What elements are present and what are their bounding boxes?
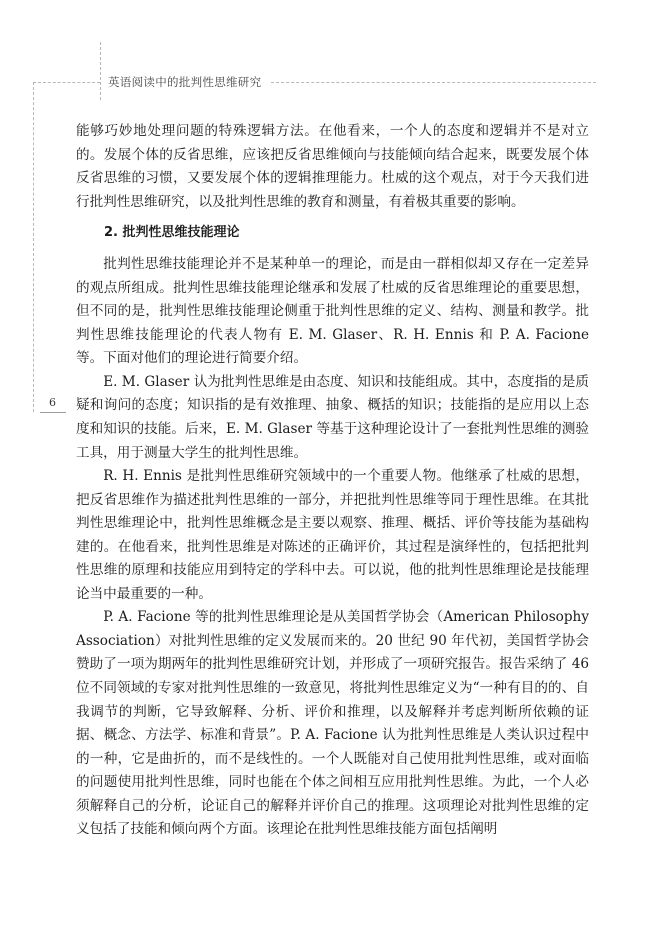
paragraph-facione: P. A. Facione 等的批判性思维理论是从美国哲学协会（American Philosophy Association）对批判性思维的定义发展而来的。20 世纪 90 年代初，美国哲学协会赞助了一项为期两年的批判性思维研究计划，并形成了一项研究报告。报告采纳了 46 位不同领域的专家对批判性思维的一致意见，将批判性思维定义为“一种有目的的、自我调节的判断，它导致解释、分析、评价和推理，以及解释并考虑判断所依赖的证据、概念、方法学、标准和背景”。P. A. Facione 认为批判性思维是人类认识过程中的一种，它是曲折的，而不是线性的。一个人既能对自己使用批判性思维，或对面临的问题使用批判性思维，同时也能在个体之间相互应用批判性思维。为此，一个人必须解释自己的分析，论证自己的解释并评价自己的推理。这项理论对批判性思维的定义包括了技能和倾向两个方面。该理论在批判性思维技能方面包括阐明 <box>76 609 589 838</box>
paragraph-skills-theory: 批判性思维技能理论并不是某种单一的理论，而是由一群相似却又存在一定差异的观点所组成。批判性思维技能理论继承和发展了杜威的反省思维理论的重要思想，但不同的是，批判性思维技能理论侧重于批判性思维的定义、结构、测量和教学。批判性思维技能理论的代表人物有 E. M. Glaser、R. H. Ennis 和 P. A. Facione 等。下面对他们的理论进行简要介绍。 <box>76 256 589 367</box>
running-title: 英语阅读中的批判性思维研究 <box>108 75 262 89</box>
page-number: 6 <box>49 396 56 409</box>
margin-vertical-rule <box>33 82 34 412</box>
header-rule-right <box>271 82 596 83</box>
page-number-rule <box>40 412 66 413</box>
section-heading: 2. 批判性思维技能理论 <box>104 225 240 241</box>
paragraph-glaser: E. M. Glaser 认为批判性思维是由态度、知识和技能组成。其中，态度指的是质疑和询问的态度；知识指的是有效推理、抽象、概括的知识；技能指的是应用以上态度和知识的技能。后来，E. M. Glaser 等基于这种理论设计了一套批判性思维的测验工具，用于测量大学生的批判性思维。 <box>76 373 589 461</box>
paragraph-ennis: R. H. Ennis 是批判性思维研究领域中的一个重要人物。他继承了杜威的思想，把反省思维作为描述批判性思维的一部分，并把批判性思维等同于理性思维。在其批判性思维理论中，批判性思维概念是主要以观察、推理、概括、评价等技能为基础构建的。在他看来，批判性思维是对陈述的正确评价，其过程是演绎性的，包括把批判性思维的原理和技能应用到特定的学科中去。可以说，他的批判性思维理论是技能理论当中最重要的一种。 <box>76 468 589 602</box>
paragraph-continued: 能够巧妙地处理问题的特殊逻辑方法。在他看来，一个人的态度和逻辑并不是对立的。发展个体的反省思维，应该把反省思维倾向与技能倾向结合起来，既要发展个体反省思维的习惯，又要发展个体的逻辑推理能力。杜威的这个观点，对于今天我们进行批判性思维研究，以及批判性思维的教育和测量，有着极其重要的影响。 <box>76 123 589 210</box>
header-rule-left <box>33 82 100 83</box>
body-text <box>76 120 589 842</box>
header-vertical-rule <box>100 42 101 100</box>
